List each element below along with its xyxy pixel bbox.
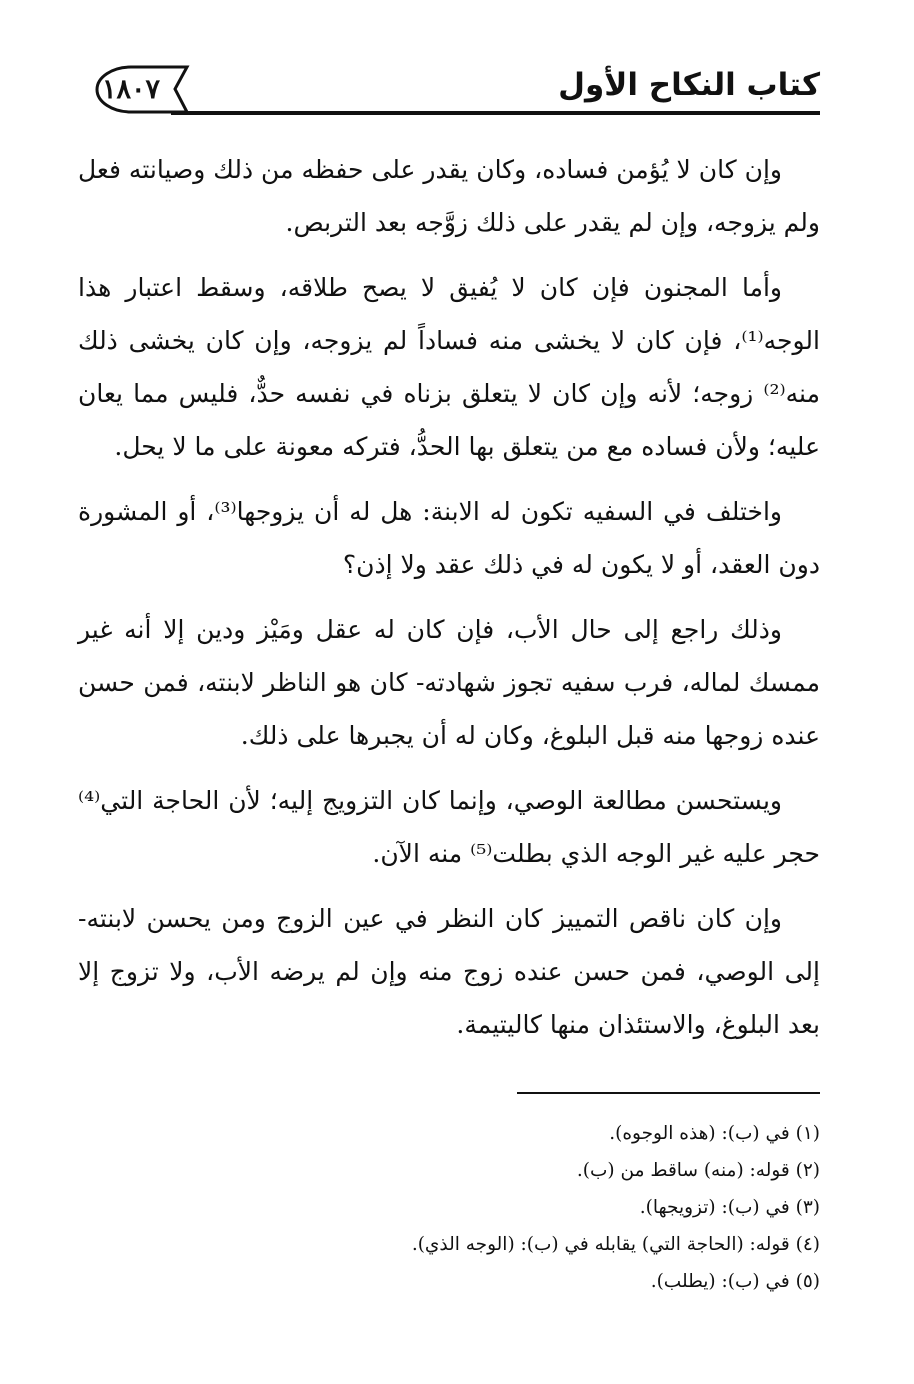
paragraph: وذلك راجع إلى حال الأب، فإن كان له عقل ومَيْز ودين إلا أنه غير ممسك لماله، فرب سفيه تجوز شهادته- كان هو الناظر لابنته، فمن حسن عنده زوجها منه قبل البلوغ، وكان له أن يجبرها على ذلك. (78, 615, 820, 750)
footnotes (100, 1115, 820, 1300)
footnote: (١) في (ب): (هذه الوجوه). (609, 1123, 820, 1144)
footnote: (٢) قوله: (منه) ساقط من (ب). (576, 1160, 820, 1181)
running-title: كتاب النكاح الأول (558, 67, 820, 103)
paragraph: واختلف في السفيه تكون له الابنة: هل له أن يزوجها⁽³⁾، أو المشورة دون العقد، أو لا يكون له في ذلك عقد ولا إذن؟ (78, 497, 820, 579)
paragraph: وإن كان لا يُؤمن فساده، وكان يقدر على حفظه من ذلك وصيانته فعل ولم يزوجه، وإن لم يقدر على ذلك زوَّجه بعد التربص. (78, 155, 820, 237)
footnote: (٤) قوله: (الحاجة التي) يقابله في (ب): (الوجه الذي). (411, 1234, 820, 1255)
paragraph: وإن كان ناقص التمييز كان النظر في عين الزوج ومن يحسن لابنته- إلى الوصي، فمن حسن عنده زوج منه وإن لم يرضه الأب، ولا تزوج إلا بعد البلوغ، والاستئذان منها كاليتيمة. (78, 904, 820, 1039)
footnote: (٣) في (ب): (تزويجها). (639, 1197, 820, 1218)
footnote: (٥) في (ب): (يطلب). (650, 1271, 820, 1292)
paragraph: ويستحسن مطالعة الوصي، وإنما كان التزويج إليه؛ لأن الحاجة التي⁽⁴⁾ حجر عليه غير الوجه الذي بطلت⁽⁵⁾ منه الآن. (78, 786, 820, 868)
main-text (78, 143, 820, 1063)
footnote-separator (517, 1092, 820, 1094)
page-number: ١٨٠٧ (102, 73, 161, 105)
page-number-badge (75, 64, 195, 116)
page-header (75, 60, 820, 120)
header-rule (171, 111, 820, 115)
paragraph: وأما المجنون فإن كان لا يُفيق لا يصح طلاقه، وسقط اعتبار هذا الوجه⁽¹⁾، فإن كان لا يخشى منه فساداً لم يزوجه، وإن كان يخشى ذلك منه⁽²⁾ زوجه؛ لأنه وإن كان لا يتعلق بزناه في نفسه حدٌّ، فليس مما يعان عليه؛ ولأن فساده مع من يتعلق بها الحدُّ، فتركه معونة على ما لا يحل. (78, 273, 820, 461)
